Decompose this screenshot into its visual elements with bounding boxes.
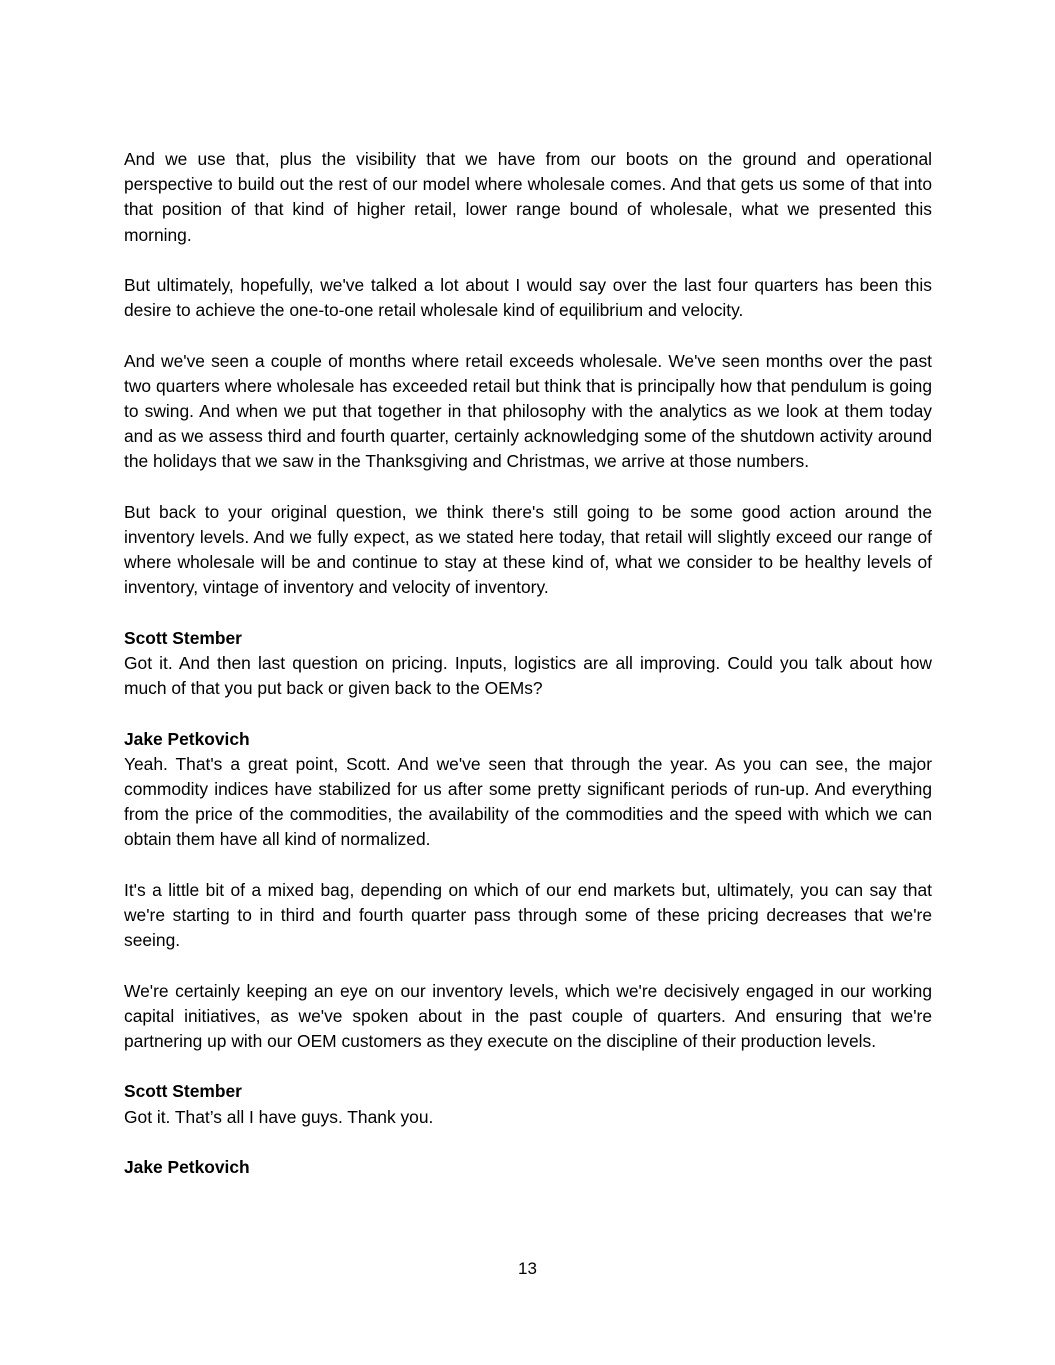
speaker-name: Jake Petkovich — [124, 1156, 250, 1177]
transcript-body — [124, 147, 932, 1180]
page-number: 13 — [518, 1259, 537, 1278]
speaker-name: Jake Petkovich — [124, 728, 250, 749]
speaker-remarks: It's a little bit of a mixed bag, depending on which of our end markets but, ultimately, you can say that we're starting to in third and fourth quarter pass through some of these pricing decreases that we're seeing. — [124, 879, 932, 951]
transcript-paragraph: But back to your original question, we think there's still going to be some good action around the inventory levels. And we fully expect, as we stated here today, that retail will slightly exceed our range of where wholesale will be and continue to stay at these kind of, what we consider to be healthy levels of inventory, vintage of inventory and velocity of inventory. — [124, 501, 932, 598]
speaker-remarks: Got it. And then last question on pricing. Inputs, logistics are all improving. Could you talk about how much of that you put back or given back to the OEMs? — [124, 653, 932, 699]
transcript-paragraph: But ultimately, hopefully, we've talked a lot about I would say over the last four quarters has been this desire to achieve the one-to-one retail wholesale kind of equilibrium and velocity. — [124, 275, 932, 321]
transcript-paragraph: And we've seen a couple of months where retail exceeds wholesale. We've seen months over the past two quarters where wholesale has exceeded retail but think that is principally how that pendulum is going to swing. And when we put that together in that philosophy with the analytics as we look at them today and as we assess third and fourth quarter, certainly acknowledging some of the shutdown activity around the holidays that we saw in the Thanksgiving and Christmas, we arrive at those numbers. — [124, 350, 932, 472]
speaker-remarks: Got it. That’s all I have guys. Thank you. — [124, 1106, 434, 1127]
speaker-remarks: We're certainly keeping an eye on our inventory levels, which we're decisively engaged in our working capital initiatives, as we've spoken about in the past couple of quarters. And ensuring that we're partnering up with our OEM customers as they execute on the discipline of their production levels. — [124, 980, 932, 1051]
transcript-paragraph: And we use that, plus the visibility that we have from our boots on the ground and operational perspective to build out the rest of our model where wholesale comes. And that gets us some of that into that position of that kind of higher retail, lower range bound of wholesale, what we presented this morning. — [124, 149, 932, 245]
speaker-remarks: Yeah. That's a great point, Scott. And we've seen that through the year. As you can see, the major commodity indices have stabilized for us after some pretty significant periods of run-up. And everything from the price of the commodities, the availability of the commodities and the speed with which we can obtain them have all kind of normalized. — [124, 753, 932, 850]
speaker-name: Scott Stember — [124, 627, 242, 648]
speaker-name: Scott Stember — [124, 1081, 242, 1102]
